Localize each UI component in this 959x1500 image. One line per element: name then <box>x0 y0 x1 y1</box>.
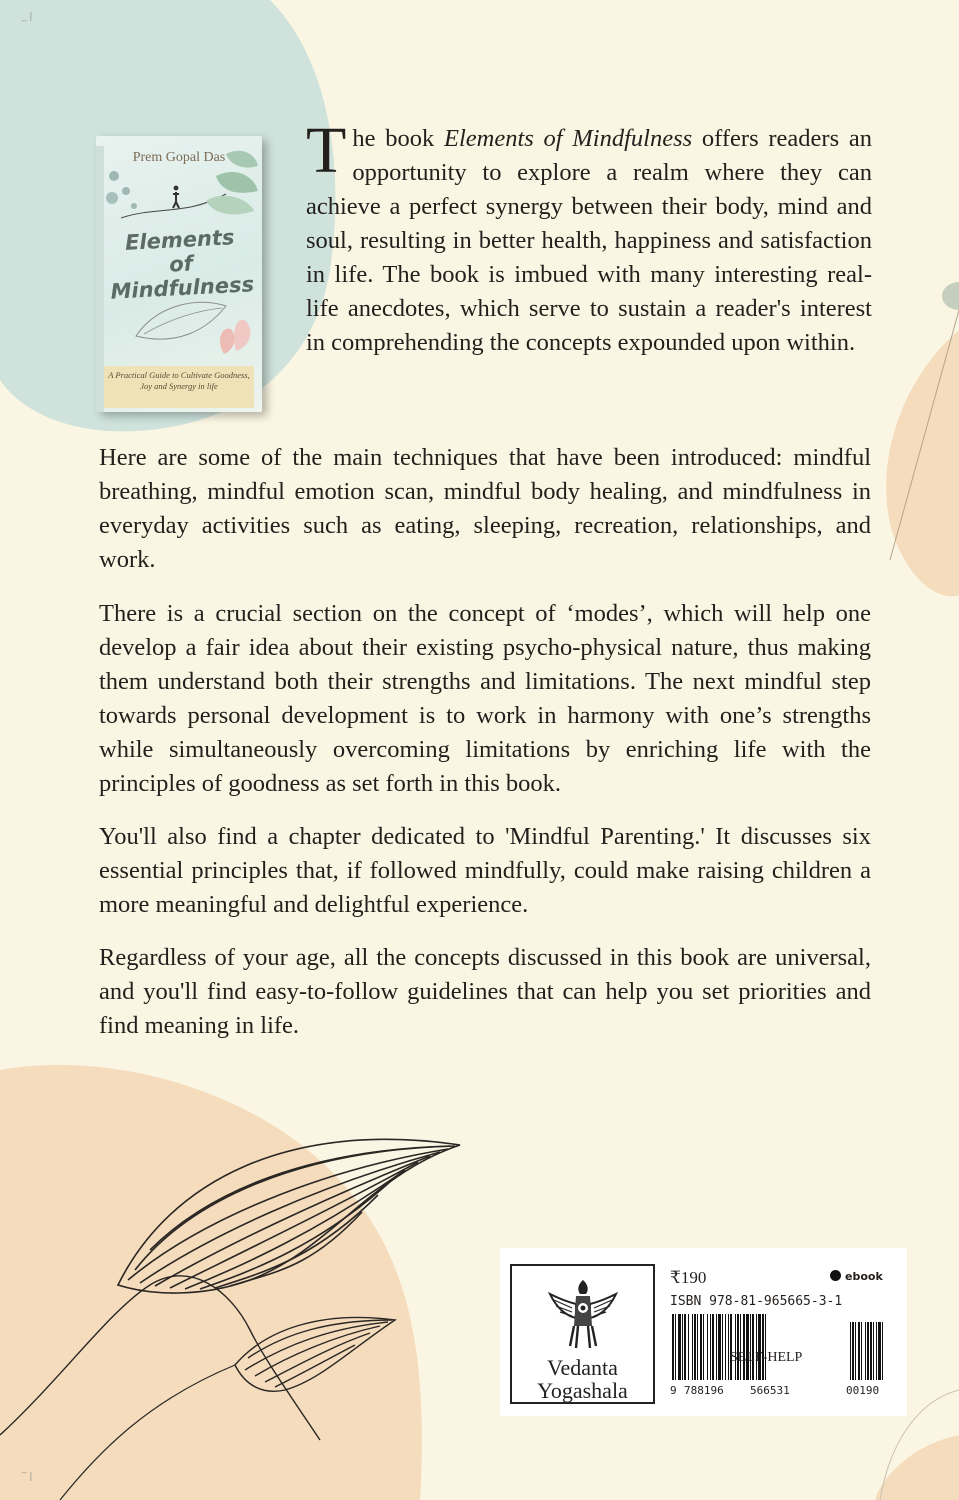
publisher-name <box>512 1356 653 1402</box>
barcode-addon-bar <box>876 1322 877 1380</box>
publisher-name-line1: Vedanta <box>547 1355 618 1380</box>
barcode-bar <box>743 1314 745 1380</box>
book-subtitle: A Practical Guide to Cultivate Goodness, Joy and Synergy in life <box>104 366 254 408</box>
book-author: Prem Gopal Das <box>132 150 226 165</box>
barcode-bar <box>758 1314 761 1380</box>
barcode-bar <box>694 1314 696 1380</box>
barcode-digits-left: 788196 <box>684 1384 724 1397</box>
barcode-bar <box>675 1314 676 1380</box>
barcode-addon-bar <box>861 1322 862 1380</box>
barcode-addon-bar <box>865 1322 866 1380</box>
blurb-paragraph-5: Regardless of your age, all the concepts discussed in this book are universal, and you'll find easy-to-follow guidelines that can help you set priorities and find meaning in life. <box>99 944 871 1039</box>
blurb-p1-book-title: Elements of Mindfulness <box>443 125 693 152</box>
barcode-bar <box>750 1314 751 1380</box>
peach-blob-right <box>886 330 959 596</box>
barcode-addon-bar <box>852 1322 854 1380</box>
blurb-paragraph-4: You'll also find a chapter dedicated to 'Mindful Parenting.' It discusses six essential principles that, if followed mindfully, could make raising children a more meaningful and delightful experience. <box>99 823 871 918</box>
barcode-bar <box>725 1314 726 1380</box>
blurb-paragraph-2: Here are some of the main techniques that have been introduced: mindful breathing, mindful emotion scan, mindful body healing, and mindfulness in everyday activities such as eating, sleeping, recreation, relationships, and work. <box>99 444 871 573</box>
barcode-bar <box>688 1314 689 1380</box>
blurb-p1-rest: offers readers an opportunity to explore a realm where they can achieve a perfect synergy between their body, mind and soul, resulting in better health, happiness and satisfaction in life. The book is imbued with many interesting real-life anecdotes, which serve to sustain a reader's interest in comprehending the concepts expounded upon within. <box>306 125 872 356</box>
barcode-bar <box>722 1314 723 1380</box>
barcode-bar <box>672 1314 674 1380</box>
publisher-logo-box <box>510 1264 655 1404</box>
barcode-bar <box>697 1314 698 1380</box>
barcode-bar <box>682 1314 683 1380</box>
barcode-bar <box>684 1314 686 1380</box>
ebook-icon <box>830 1270 841 1281</box>
blurb-paragraph-3: There is a crucial section on the concept of ‘modes’, which will help one develop a fair idea about their existing psycho-physical nature, thus making them understand both their strengths and limitations. The next mindful step towards personal development is to work in harmony with one’s strengths while simultaneously overcoming limitations by enriching life with the principles of goodness as set forth in this book. <box>99 600 871 797</box>
barcode-bar <box>762 1314 764 1380</box>
barcode-bar <box>752 1314 754 1380</box>
peach-blob-bottom <box>0 1065 422 1500</box>
barcode-bar <box>730 1314 732 1380</box>
price-label: ₹190 <box>670 1268 707 1287</box>
barcode-bar <box>746 1314 749 1380</box>
barcode-bar <box>735 1314 736 1380</box>
barcode-addon-bar <box>867 1322 869 1380</box>
book-cover-image <box>90 130 270 422</box>
barcode-digits-right: 566531 <box>750 1384 790 1397</box>
sage-leaf <box>942 282 959 310</box>
barcode-addon-bar <box>870 1322 872 1380</box>
barcode-bar <box>700 1314 702 1380</box>
blurb-paragraph-1 <box>306 114 872 360</box>
barcode-bar <box>703 1314 704 1380</box>
isbn-barcode <box>670 1314 892 1382</box>
isbn-text: ISBN 978-81-965665-3-1 <box>670 1294 843 1309</box>
barcode-addon-bar <box>882 1322 883 1380</box>
barcode-bar <box>756 1314 757 1380</box>
book-title-line2: of <box>168 251 194 277</box>
barcode-bar <box>740 1314 741 1380</box>
book-cover <box>96 136 262 412</box>
barcode-bar <box>712 1314 714 1380</box>
ebook-label: ebook <box>845 1270 883 1283</box>
garuda-emblem-icon <box>542 1274 624 1356</box>
blurb-p1-lead: he book <box>352 125 444 152</box>
book-title <box>104 224 258 304</box>
barcode-bar <box>710 1314 711 1380</box>
barcode-bar <box>765 1314 766 1380</box>
barcode-digit-first: 9 <box>670 1384 677 1397</box>
barcode-addon-bar <box>855 1322 856 1380</box>
barcode-bar <box>737 1314 739 1380</box>
barcode-addon-bar <box>850 1322 851 1380</box>
barcode-bar <box>707 1314 708 1380</box>
barcode-bar <box>678 1314 681 1380</box>
ebook-badge <box>830 1270 883 1283</box>
barcode-addon-digits: 00190 <box>846 1384 880 1397</box>
barcode-bar <box>718 1314 721 1380</box>
book-title-line1: Elements <box>124 225 236 255</box>
publisher-name-line2: Yogashala <box>537 1378 628 1403</box>
drop-cap: T <box>306 114 347 187</box>
crop-mark-top: _ | <box>22 12 33 22</box>
book-title-line3: Mindfulness <box>109 272 255 304</box>
barcode-addon-bar <box>858 1322 860 1380</box>
barcode-addon-bar <box>873 1322 874 1380</box>
barcode-bar <box>728 1314 729 1380</box>
genre-label: SELF-HELP <box>730 1350 803 1365</box>
barcode-bar <box>716 1314 717 1380</box>
barcode-addon-bar <box>878 1322 881 1380</box>
barcode-panel <box>500 1248 907 1416</box>
crop-mark-bottom: ‾ | <box>22 1472 33 1482</box>
barcode-bar <box>692 1314 693 1380</box>
